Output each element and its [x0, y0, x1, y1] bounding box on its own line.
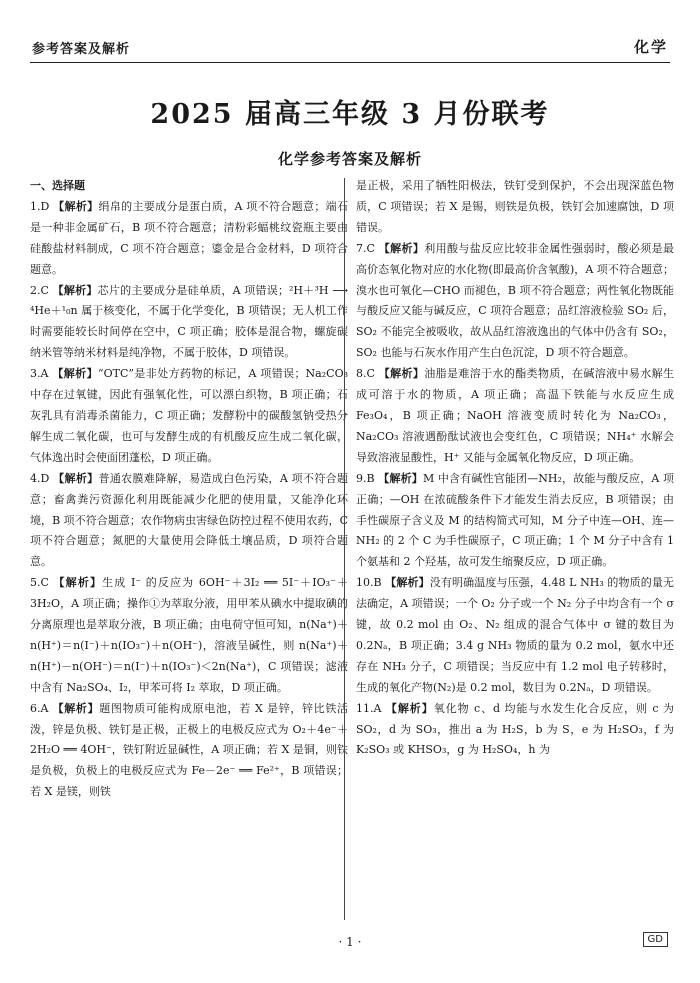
- answer-item-3: [30, 364, 348, 469]
- answer-lead: 6.A: [30, 701, 53, 715]
- answer-item-7: [356, 239, 674, 364]
- header-left-title: 参考答案及解析: [32, 42, 131, 57]
- analysis-tag: 【解析】: [53, 471, 99, 485]
- answer-lead: 1.D: [30, 199, 54, 213]
- analysis-tag: 【解析】: [52, 701, 100, 715]
- answer-text: 油脂是难溶于水的酯类物质，在碱溶液中易水解生成可溶于水的物质，A 项正确；高温下铁能与水反应生成 Fe₃O₄，B 项正确；NaOH 溶液变质时转化为 Na₂CO₃，Na₂CO₃ 溶液遇酚酞试液也会变红色，C 项错误；NH₄⁺ 水解会导致溶液显酸性，H⁺ 又能与金属氧化物反应，D 项正确。: [356, 367, 675, 464]
- answer-item-5: [30, 573, 348, 698]
- answer-lead: 8.C: [356, 367, 379, 381]
- answer-item-8: [356, 364, 674, 469]
- answer-text: 生成 I⁻ 的反应为 6OH⁻＋3I₂ ══ 5I⁻＋IO₃⁻＋3H₂O，A 项正确；操作①为萃取分液，用甲苯从碘水中提取碘的分离原理也是萃取分液，B 项正确；由电荷守恒可知，n(Na⁺)＋n(H⁺)＝n(I⁻)＋n(IO₃⁻)＋n(OH⁻)，溶液呈碱性，则 n(Na⁺)＋n(H⁺)－n(OH⁻)＝n(I⁻)＋n(IO₃⁻)＜2n(Na⁺)，C 项错误；滤液中含有 Na₂SO₄、I₂，甲苯可将 I₂ 萃取，D 项正确。: [30, 576, 349, 694]
- answer-item-10: [356, 573, 674, 698]
- analysis-tag: 【解析】: [52, 367, 98, 381]
- analysis-tag: 【解析】: [378, 367, 425, 381]
- answer-item-2: [30, 281, 348, 365]
- answer-lead: 7.C: [356, 241, 379, 255]
- answer-text: 绢帛的主要成分是蛋白质，A 项不符合题意；端石是一种非金属矿石，B 项不符合题意；清粉彩蝠桃纹瓷瓶主要由硅酸盐材料制成，C 项不符合题意；鎏金是合金材料，D 项符合题意。: [30, 199, 348, 276]
- analysis-tag: 【解析】: [53, 199, 99, 213]
- answer-lead: 3.A: [30, 367, 53, 381]
- answer-text: “OTC”是非处方药物的标记，A 项错误；Na₂CO₃ 中存在过氧键，因此有强氧化性，可以漂白织物，B 项正确；石灰乳具有消毒杀菌能力，C 项正确；发酵粉中的碳酸氢钠受热分解生成二氧化碳，也可与发酵生成的有机酸反应生成二氧化碳，气体逸出时会使面团蓬松，D 项正确。: [30, 367, 348, 464]
- answer-lead: 10.B: [356, 576, 386, 590]
- page-title: 2025 届高三年级 3 月份联考: [150, 99, 550, 130]
- region-badge: GD: [643, 932, 668, 947]
- analysis-tag: 【解析】: [378, 471, 423, 485]
- analysis-tag: 【解析】: [52, 283, 98, 297]
- section-heading: 一、选择题: [30, 179, 85, 192]
- answer-lead: 5.C: [30, 576, 54, 590]
- answer-item-9: [356, 469, 674, 574]
- analysis-tag: 【解析】: [53, 576, 103, 590]
- page-subtitle: 化学参考答案及解析: [277, 150, 422, 168]
- column-divider: [344, 178, 345, 920]
- analysis-tag: 【解析】: [385, 576, 430, 590]
- answer-text: 氧化物 c、d 均能与水发生化合反应，则 c 为 SO₂，d 为 SO₃，推出 a 为 H₂S，b 为 S，e 为 H₂SO₃，f 为 K₂SO₃ 或 KHSO₃，g 为 H₂SO₄，h 为: [356, 701, 675, 757]
- answer-item-1: [30, 197, 348, 281]
- analysis-tag: 【解析】: [385, 701, 434, 715]
- answer-item-6: [30, 699, 348, 804]
- answer-item-11: [356, 699, 674, 762]
- answer-lead: 4.D: [30, 471, 54, 485]
- answer-text: 是正极，采用了牺牲阳极法，铁钉受到保护，不会出现深蓝色物质，C 项错误；若 X 是锡，则铁是负极，铁钉会加速腐蚀，D 项错误。: [356, 179, 674, 234]
- answer-lead: 2.C: [30, 283, 53, 297]
- answer-text: 芯片的主要成分是硅单质，A 项错误；²H＋³H ⟶ ⁴He＋¹₀n 属于核变化，不属于化学变化，B 项错误；无人机工作时需要能较长时间停在空中，C 项正确；胶体是混合物，螺旋碳纳米管等纳米材料是纯净物，不属于胶体，D 项错误。: [30, 283, 348, 360]
- page-header: [30, 36, 670, 63]
- answer-lead: 11.A: [356, 701, 386, 715]
- answer-text: 普通农膜难降解，易造成白色污染，A 项不符合题意；畜禽粪污资源化利用既能减少化肥的使用量，又能净化环境，B 项不符合题意；农作物病虫害绿色防控过程不使用农药，C 项不符合题意；氮肥的大量使用会降低土壤品质，D 项符合题意。: [30, 471, 348, 569]
- answer-text: 利用酸与盐反应比较非金属性强弱时，酸必须是最高价态氧化物对应的水化物(即最高价含氧酸)，A 项不符合题意；溴水也可氧化—CHO 而褪色，B 项不符合题意；两性氧化物既能与酸反应又能与碱反应，C 项符合题意；品红溶液检验 SO₂ 后，SO₂ 不能完全被吸收，故从品红溶液逸出的气体中仍含有 SO₂，SO₂ 也能与石灰水作用产生白色沉淀，D 项不符合题意。: [356, 241, 675, 360]
- page-number: · 1 ·: [338, 935, 362, 949]
- answer-item-6-continued: [356, 176, 674, 239]
- answer-text: M 中含有碱性官能团—NH₂，故能与酸反应，A 项正确；—OH 在浓硫酸条件下才能发生消去反应，B 项错误；由手性碳原子含义及 M 的结构简式可知，M 分子中连—OH、连—NH₂ 的 2 个 C 为手性碳原子，C 项正确；1 个 M 分子中含有 1 个氨基和 2 个羟基，故可发生缩聚反应，D 项正确。: [356, 471, 675, 569]
- analysis-tag: 【解析】: [378, 241, 425, 255]
- answer-lead: 9.B: [356, 471, 379, 485]
- right-column: [356, 176, 674, 761]
- answer-item-4: [30, 469, 348, 574]
- header-subject: 化学: [633, 38, 668, 56]
- answer-text: 没有明确温度与压强，4.48 L NH₃ 的物质的量无法确定，A 项错误；一个 O₂ 分子或一个 N₂ 分子中均含有一个 σ 键，故 0.2 mol 由 O₂、N₂ 组成的混合气体中 σ 键的数目为 0.2Nₐ，B 项正确；3.4 g NH₃ 物质的量为 0.2 mol，氨水中还存在 NH₃ 分子，C 项错误；当反应中有 1.2 mol 电子转移时，生成的氧化产物(N₂)是 0.2 mol，数目为 0.2Nₐ，D 项错误。: [356, 576, 675, 694]
- answer-text: 题图物质可能构成原电池，若 X 是锌，锌比铁活泼，锌是负极、铁钉是正极，正极上的电极反应式为 O₂＋4e⁻＋2H₂O ══ 4OH⁻，铁钉附近显碱性，A 项正确；若 X 是铜，则铁是负极，负极上的电极反应式为 Fe－2e⁻ ══ Fe²⁺，B 项错误；若 X 是镁，则铁: [30, 701, 349, 799]
- left-column: [30, 176, 348, 803]
